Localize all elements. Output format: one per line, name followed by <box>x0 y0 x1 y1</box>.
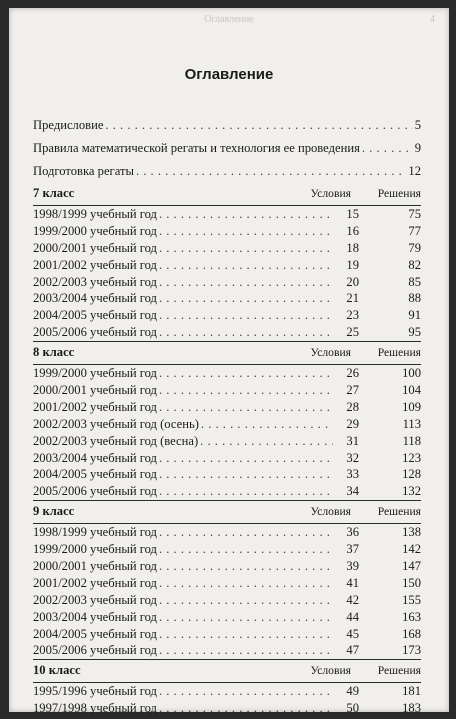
toc-row-label: 2003/2004 учебный год <box>33 291 157 306</box>
leader-dots <box>159 524 333 541</box>
toc-row-solutions-page: 95 <box>408 325 421 340</box>
toc-row-conditions-page: 25 <box>346 325 359 340</box>
toc-row-conditions-page: 29 <box>346 416 359 431</box>
toc-row-solutions-page: 168 <box>402 626 421 641</box>
toc-row-label: 2002/2003 учебный год (осень) <box>33 416 199 431</box>
toc-row-solutions-page: 123 <box>402 450 421 465</box>
toc-entry[interactable] <box>33 137 421 160</box>
leader-dots <box>200 433 333 450</box>
toc-row[interactable] <box>33 324 421 341</box>
toc-row-solutions-page: 132 <box>402 484 421 499</box>
leader-dots <box>159 558 333 575</box>
toc-row-conditions-page: 18 <box>346 240 359 255</box>
section-title: 8 класс <box>33 345 75 360</box>
toc-row-conditions-page: 19 <box>346 257 359 272</box>
toc-row[interactable] <box>33 307 421 324</box>
leader-dots <box>159 609 333 626</box>
section-rows <box>33 523 421 659</box>
toc-row[interactable] <box>33 575 421 592</box>
toc-row-solutions-page: 85 <box>408 274 421 289</box>
toc-row[interactable] <box>33 433 421 450</box>
section-title: 7 класс <box>33 186 75 200</box>
leader-dots <box>159 240 333 257</box>
toc-row-conditions-page: 20 <box>346 274 359 289</box>
toc-row-solutions-page: 142 <box>402 542 421 557</box>
toc-row-conditions-page: 33 <box>346 467 359 482</box>
toc-row-conditions-page: 21 <box>346 291 359 306</box>
toc-entry-page: 5 <box>414 118 421 132</box>
toc-row[interactable] <box>33 609 421 626</box>
toc-row-conditions-page: 44 <box>346 609 359 624</box>
table-of-contents <box>33 114 421 717</box>
toc-row[interactable] <box>33 642 421 659</box>
toc-entry-label: Подготовка регаты <box>33 164 134 178</box>
toc-row-conditions-page: 15 <box>346 207 359 221</box>
toc-row[interactable] <box>33 626 421 643</box>
column-header-conditions: Условия <box>310 664 351 678</box>
leader-dots <box>159 399 333 416</box>
toc-row-conditions-page: 23 <box>346 308 359 323</box>
toc-row[interactable] <box>33 257 421 274</box>
toc-row-label: 2000/2001 учебный год <box>33 559 157 574</box>
section-header <box>33 185 421 202</box>
leader-dots <box>159 307 333 324</box>
toc-row-solutions-page: 181 <box>402 684 421 699</box>
toc-row-conditions-page: 37 <box>346 542 359 557</box>
toc-row-solutions-page: 100 <box>402 366 421 381</box>
toc-row-label: 2002/2003 учебный год (весна) <box>33 433 199 448</box>
toc-row[interactable] <box>33 382 421 399</box>
toc-row-solutions-page: 104 <box>402 383 421 398</box>
section-rows <box>33 205 421 341</box>
column-header-solutions: Решения <box>377 346 421 360</box>
toc-row-solutions-page: 155 <box>402 592 421 607</box>
running-page-number: 4 <box>430 14 435 25</box>
sections-list <box>33 185 421 717</box>
leader-dots <box>159 274 333 291</box>
leader-dots <box>159 324 333 341</box>
toc-section <box>33 185 421 342</box>
toc-row-solutions-page: 109 <box>402 399 421 414</box>
toc-row-label: 2003/2004 учебный год <box>33 450 157 465</box>
column-header-solutions: Решения <box>377 664 421 678</box>
toc-row-conditions-page: 42 <box>346 592 359 607</box>
toc-row-conditions-page: 31 <box>346 433 359 448</box>
toc-row-solutions-page: 147 <box>402 559 421 574</box>
section-title: 9 класс <box>33 504 75 519</box>
leader-dots <box>159 257 333 274</box>
toc-row-label: 1998/1999 учебный год <box>33 525 157 540</box>
toc-row-conditions-page: 39 <box>346 559 359 574</box>
toc-row-solutions-page: 138 <box>402 525 421 540</box>
toc-row[interactable] <box>33 450 421 467</box>
toc-row[interactable] <box>33 240 421 257</box>
toc-row-conditions-page: 36 <box>346 525 359 540</box>
toc-row-solutions-page: 173 <box>402 643 421 658</box>
toc-row-label: 2005/2006 учебный год <box>33 643 157 658</box>
toc-entry[interactable] <box>33 114 421 137</box>
toc-row-label: 2004/2005 учебный год <box>33 626 157 641</box>
toc-row[interactable] <box>33 365 421 382</box>
toc-row-label: 1995/1996 учебный год <box>33 684 157 699</box>
toc-row-label: 2005/2006 учебный год <box>33 325 157 340</box>
leader-dots <box>159 483 333 500</box>
toc-row-solutions-page: 77 <box>408 223 421 238</box>
leader-dots <box>159 223 333 240</box>
leader-dots <box>105 114 412 137</box>
toc-row-conditions-page: 28 <box>346 399 359 414</box>
toc-row[interactable] <box>33 223 421 240</box>
column-header-solutions: Решения <box>377 505 421 519</box>
leader-dots <box>159 365 333 382</box>
section-title: 10 класс <box>33 663 81 678</box>
section-header <box>33 503 421 520</box>
toc-row-label: 2001/2002 учебный год <box>33 575 157 590</box>
toc-entry-label: Предисловие <box>33 118 104 132</box>
toc-section <box>33 662 421 717</box>
toc-row[interactable] <box>33 416 421 433</box>
toc-row-conditions-page: 27 <box>346 383 359 398</box>
toc-section <box>33 503 421 660</box>
column-header-conditions: Условия <box>310 505 351 519</box>
toc-row-conditions-page: 49 <box>346 684 359 699</box>
toc-row-solutions-page: 150 <box>402 575 421 590</box>
toc-row[interactable] <box>33 274 421 291</box>
leader-dots <box>159 642 333 659</box>
toc-row-label: 2001/2002 учебный год <box>33 257 157 272</box>
toc-row-solutions-page: 163 <box>402 609 421 624</box>
toc-row[interactable] <box>33 558 421 575</box>
toc-row[interactable] <box>33 683 421 700</box>
leader-dots <box>159 575 333 592</box>
leader-dots <box>159 466 333 483</box>
toc-row-label: 2000/2001 учебный год <box>33 383 157 398</box>
section-header <box>33 662 421 679</box>
leader-dots <box>159 290 333 307</box>
toc-row-label: 2000/2001 учебный год <box>33 240 157 255</box>
toc-row-conditions-page: 32 <box>346 450 359 465</box>
toc-row-label: 2001/2002 учебный год <box>33 399 157 414</box>
toc-row-conditions-page: 16 <box>346 223 359 238</box>
leader-dots <box>159 541 333 558</box>
toc-row[interactable] <box>33 399 421 416</box>
toc-row-label: 2003/2004 учебный год <box>33 609 157 624</box>
column-header-solutions: Решения <box>377 187 421 200</box>
toc-row-conditions-page: 47 <box>346 643 359 658</box>
leader-dots <box>159 700 333 717</box>
toc-row[interactable] <box>33 466 421 483</box>
leader-dots <box>159 382 333 399</box>
section-header <box>33 344 421 361</box>
toc-row-label: 1999/2000 учебный год <box>33 223 157 238</box>
toc-row-solutions-page: 79 <box>408 240 421 255</box>
leader-dots <box>159 450 333 467</box>
section-rows <box>33 682 421 717</box>
toc-row-solutions-page: 82 <box>408 257 421 272</box>
toc-row-conditions-page: 34 <box>346 484 359 499</box>
toc-row[interactable] <box>33 700 421 717</box>
toc-row-solutions-page: 91 <box>408 308 421 323</box>
toc-row-conditions-page: 41 <box>346 575 359 590</box>
toc-row[interactable] <box>33 592 421 609</box>
toc-row[interactable] <box>33 541 421 558</box>
toc-entry-label: Правила математической регаты и технология ее проведения <box>33 141 360 155</box>
book-page <box>9 8 449 716</box>
front-matter-list <box>33 114 421 183</box>
toc-row[interactable] <box>33 524 421 541</box>
toc-row-label: 2002/2003 учебный год <box>33 274 157 289</box>
toc-entry-page: 12 <box>408 164 421 178</box>
toc-entry[interactable] <box>33 160 421 183</box>
toc-row-conditions-page: 50 <box>346 701 359 716</box>
toc-row-label: 1999/2000 учебный год <box>33 542 157 557</box>
toc-row[interactable] <box>33 483 421 500</box>
toc-row-label: 1998/1999 учебный год <box>33 207 157 221</box>
toc-row-label: 2004/2005 учебный год <box>33 308 157 323</box>
toc-row-label: 2005/2006 учебный год <box>33 484 157 499</box>
leader-dots <box>159 206 333 223</box>
toc-row-conditions-page: 26 <box>346 366 359 381</box>
column-header-conditions: Условия <box>310 346 351 360</box>
toc-row-solutions-page: 88 <box>408 291 421 306</box>
toc-row-solutions-page: 128 <box>402 467 421 482</box>
toc-row-label: 1997/1998 учебный год <box>33 701 157 716</box>
leader-dots <box>159 626 333 643</box>
toc-row-solutions-page: 75 <box>408 207 421 221</box>
toc-row-label: 1999/2000 учебный год <box>33 366 157 381</box>
leader-dots <box>362 137 413 160</box>
section-rows <box>33 364 421 500</box>
leader-dots <box>136 160 406 183</box>
toc-row-label: 2002/2003 учебный год <box>33 592 157 607</box>
toc-row-solutions-page: 113 <box>402 416 421 431</box>
leader-dots <box>159 683 333 700</box>
toc-row[interactable] <box>33 206 421 223</box>
toc-row-label: 2004/2005 учебный год <box>33 467 157 482</box>
toc-row-solutions-page: 118 <box>402 433 421 448</box>
toc-row-solutions-page: 183 <box>402 701 421 716</box>
leader-dots <box>159 592 333 609</box>
toc-entry-page: 9 <box>414 141 421 155</box>
page-title: Оглавление <box>184 66 274 83</box>
column-header-conditions: Условия <box>310 187 351 200</box>
toc-section <box>33 344 421 501</box>
toc-row-conditions-page: 45 <box>346 626 359 641</box>
toc-row[interactable] <box>33 290 421 307</box>
leader-dots <box>201 416 333 433</box>
running-head: Оглавление <box>204 14 254 25</box>
